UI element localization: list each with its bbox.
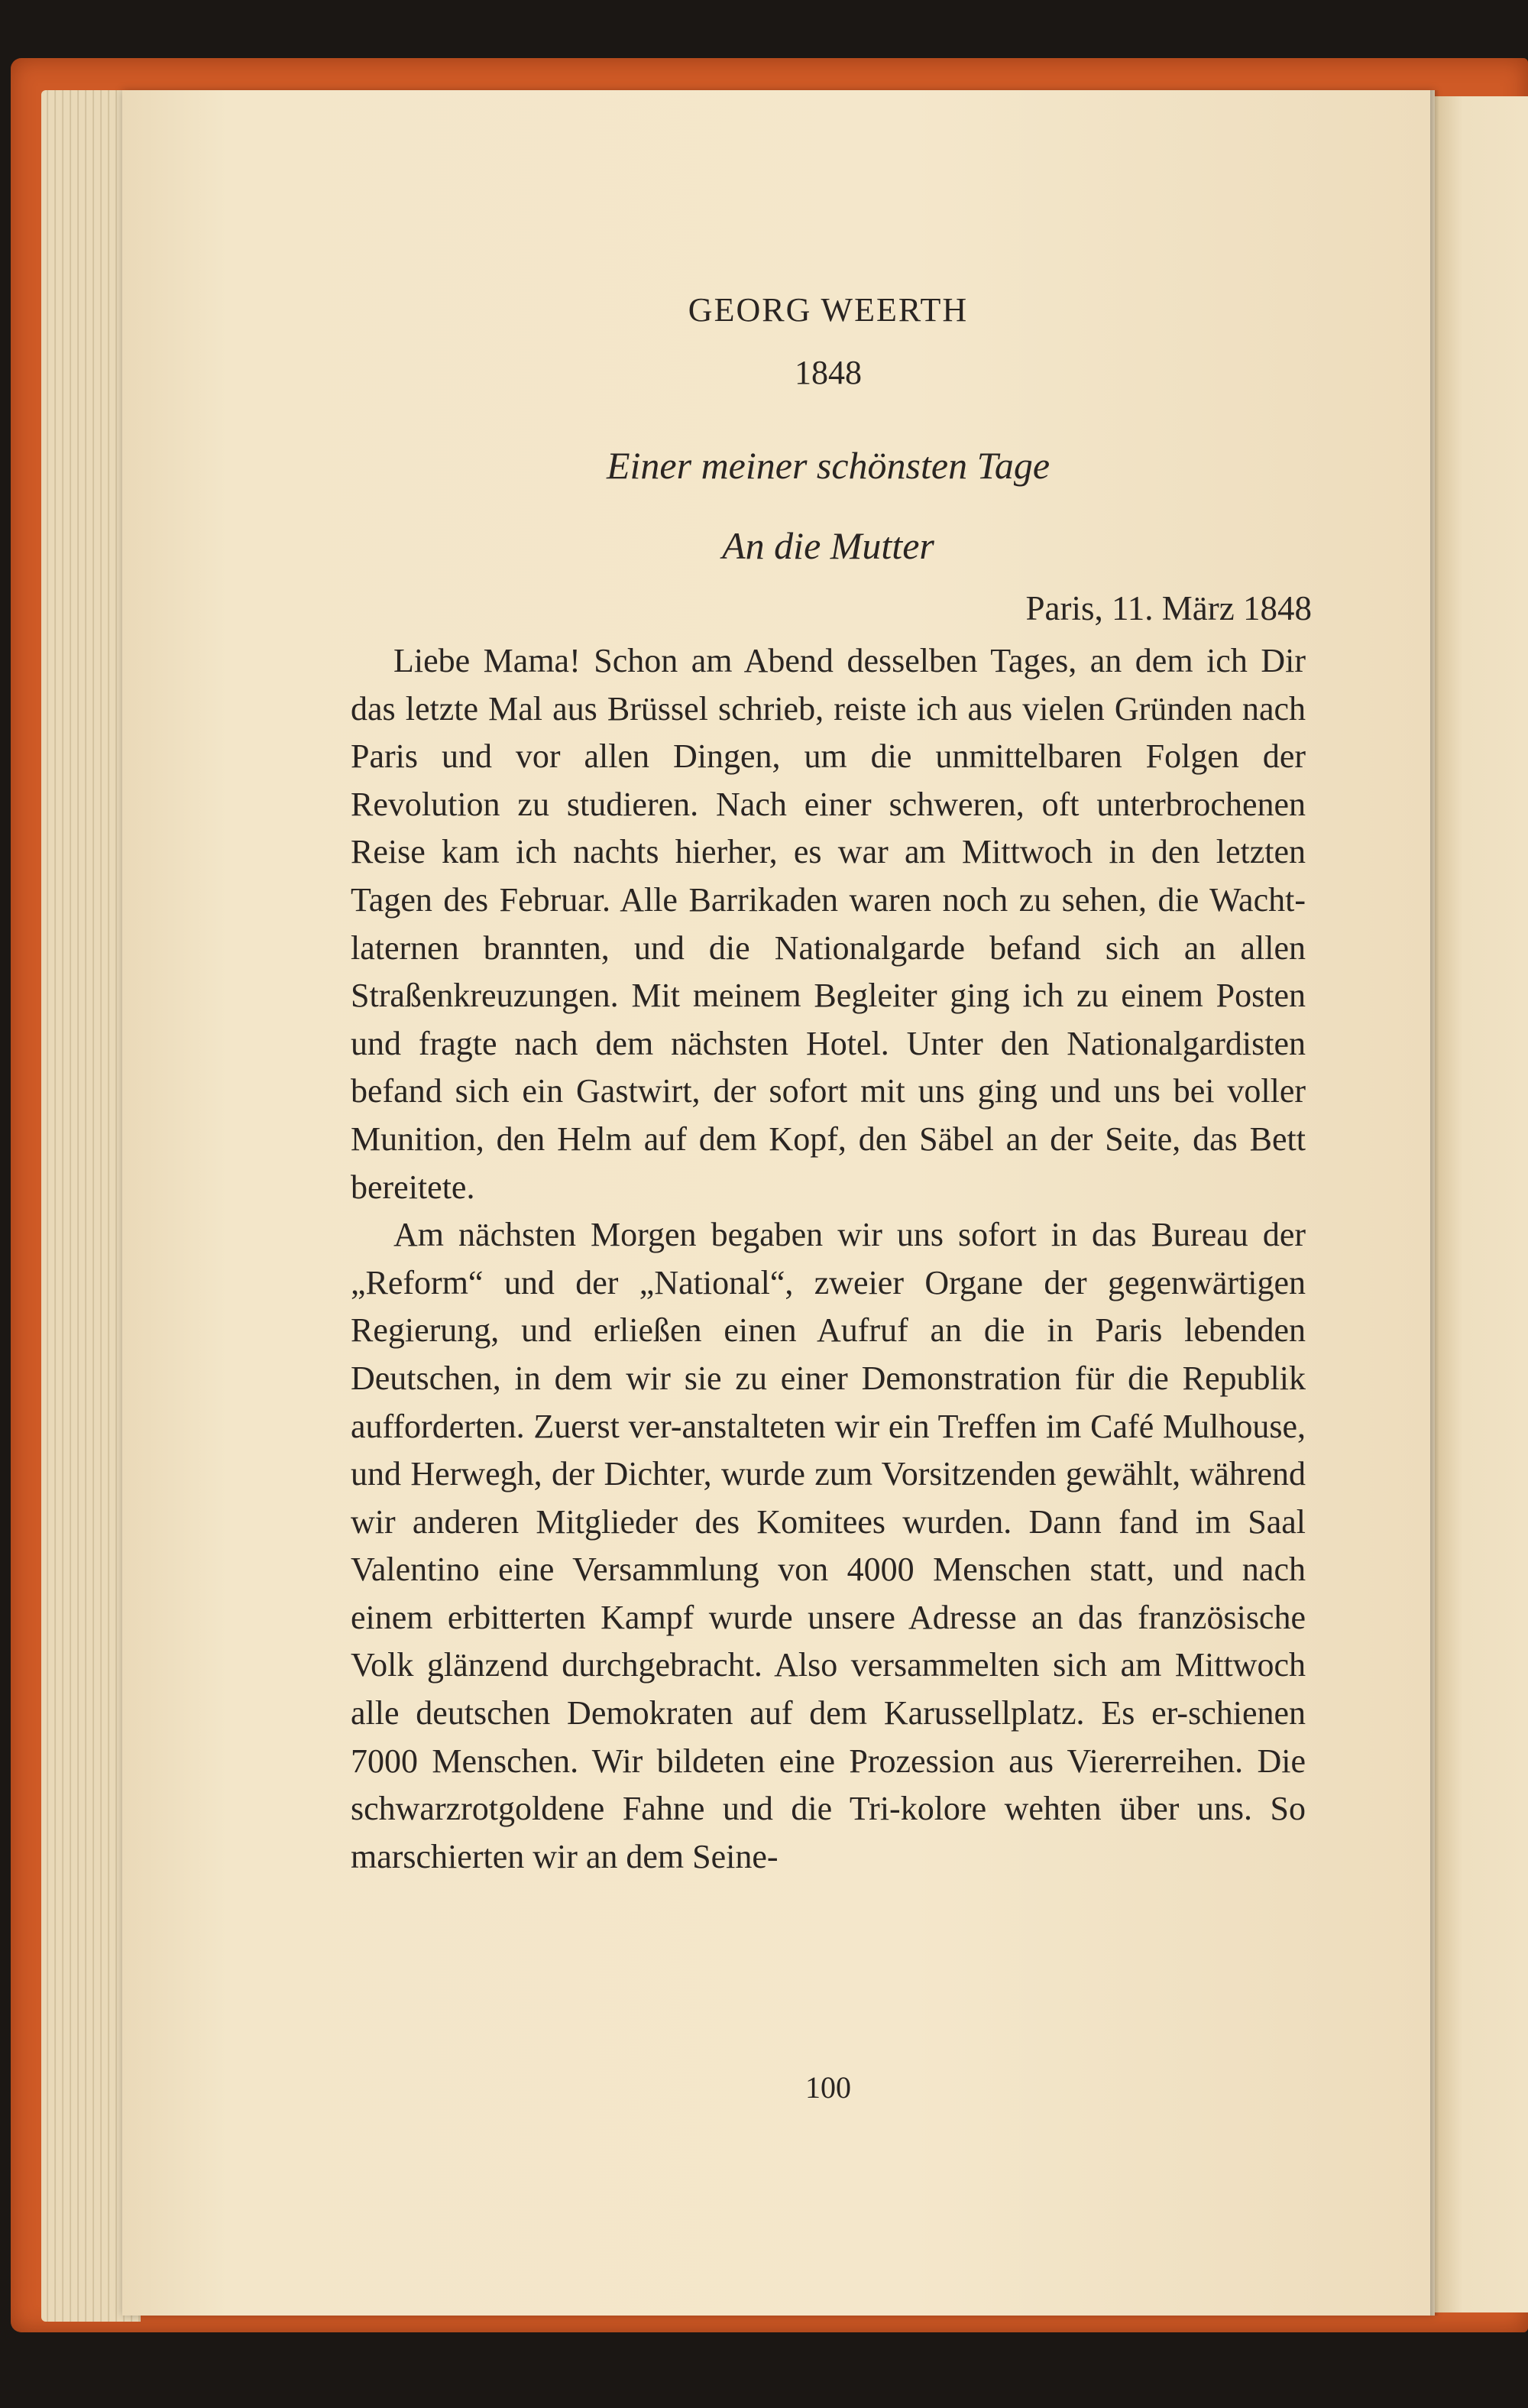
year-heading: 1848 — [795, 354, 862, 391]
paragraph: Liebe Mama! Schon am Abend desselben Tages, an dem ich Dir das letzte Mal aus Brüssel schrieb, reiste ich aus vielen Gründen nach Paris und vor allen Dingen, um die unmittelbaren Folgen der Revolution zu studieren. Nach einer schweren, oft unterbrochenen Reise kam ich nachts hierher, es war am Mittwoch in den letzten Tagen des Februar. Alle Barrikaden waren noch zu sehen, die Wacht-laternen brannten, und die Nationalgarde befand sich an allen Straßenkreuzungen. Mit meinem Begleiter ging ich zu einem Posten und fragte nach dem nächsten Hotel. Unter den Nationalgardisten befand sich ein Gastwirt, der sofort mit uns ging und uns bei voller Munition, den Helm auf dem Kopf, den Säbel an der Seite, das Bett bereitete. — [351, 642, 1306, 1206]
page-number: 100 — [805, 2070, 851, 2105]
page-gutter — [1430, 90, 1439, 2316]
chapter-title: Einer meiner schönsten Tage — [606, 444, 1050, 487]
letter-dateline: Paris, 11. März 1848 — [1025, 589, 1312, 627]
paragraph: Am nächsten Morgen begaben wir uns sofort in das Bureau der „Reform“ und der „National“, zweier Organe der gegenwärtigen Regierung, und erließen einen Aufruf an die in Paris lebenden Deutschen, in dem wir sie zu einer Demonstration für die Republik aufforderten. Zuerst ver-anstalteten wir ein Treffen im Café Mulhouse, und Herwegh, der Dichter, wurde zum Vorsitzenden gewählt, während wir anderen Mitglieder des Komitees wurden. Dann fand im Saal Valentino eine Versammlung von 4000 Menschen statt, und nach einem erbitterten Kampf wurde unsere Adresse an das französische Volk glänzend durchgebracht. Also versammelten sich am Mittwoch alle deutschen Demokraten auf dem Karussellplatz. Es er-schienen 7000 Menschen. Wir bildeten eine Prozession aus Viererreihen. Die schwarzrotgoldene Fahne und die Tri-kolore wehten über uns. So marschierten wir an dem Seine- — [351, 1216, 1306, 1875]
author-heading: GEORG WEERTH — [688, 291, 969, 329]
next-page — [1435, 96, 1528, 2312]
chapter-subtitle: An die Mutter — [722, 524, 934, 567]
letter-body — [351, 637, 1306, 1881]
